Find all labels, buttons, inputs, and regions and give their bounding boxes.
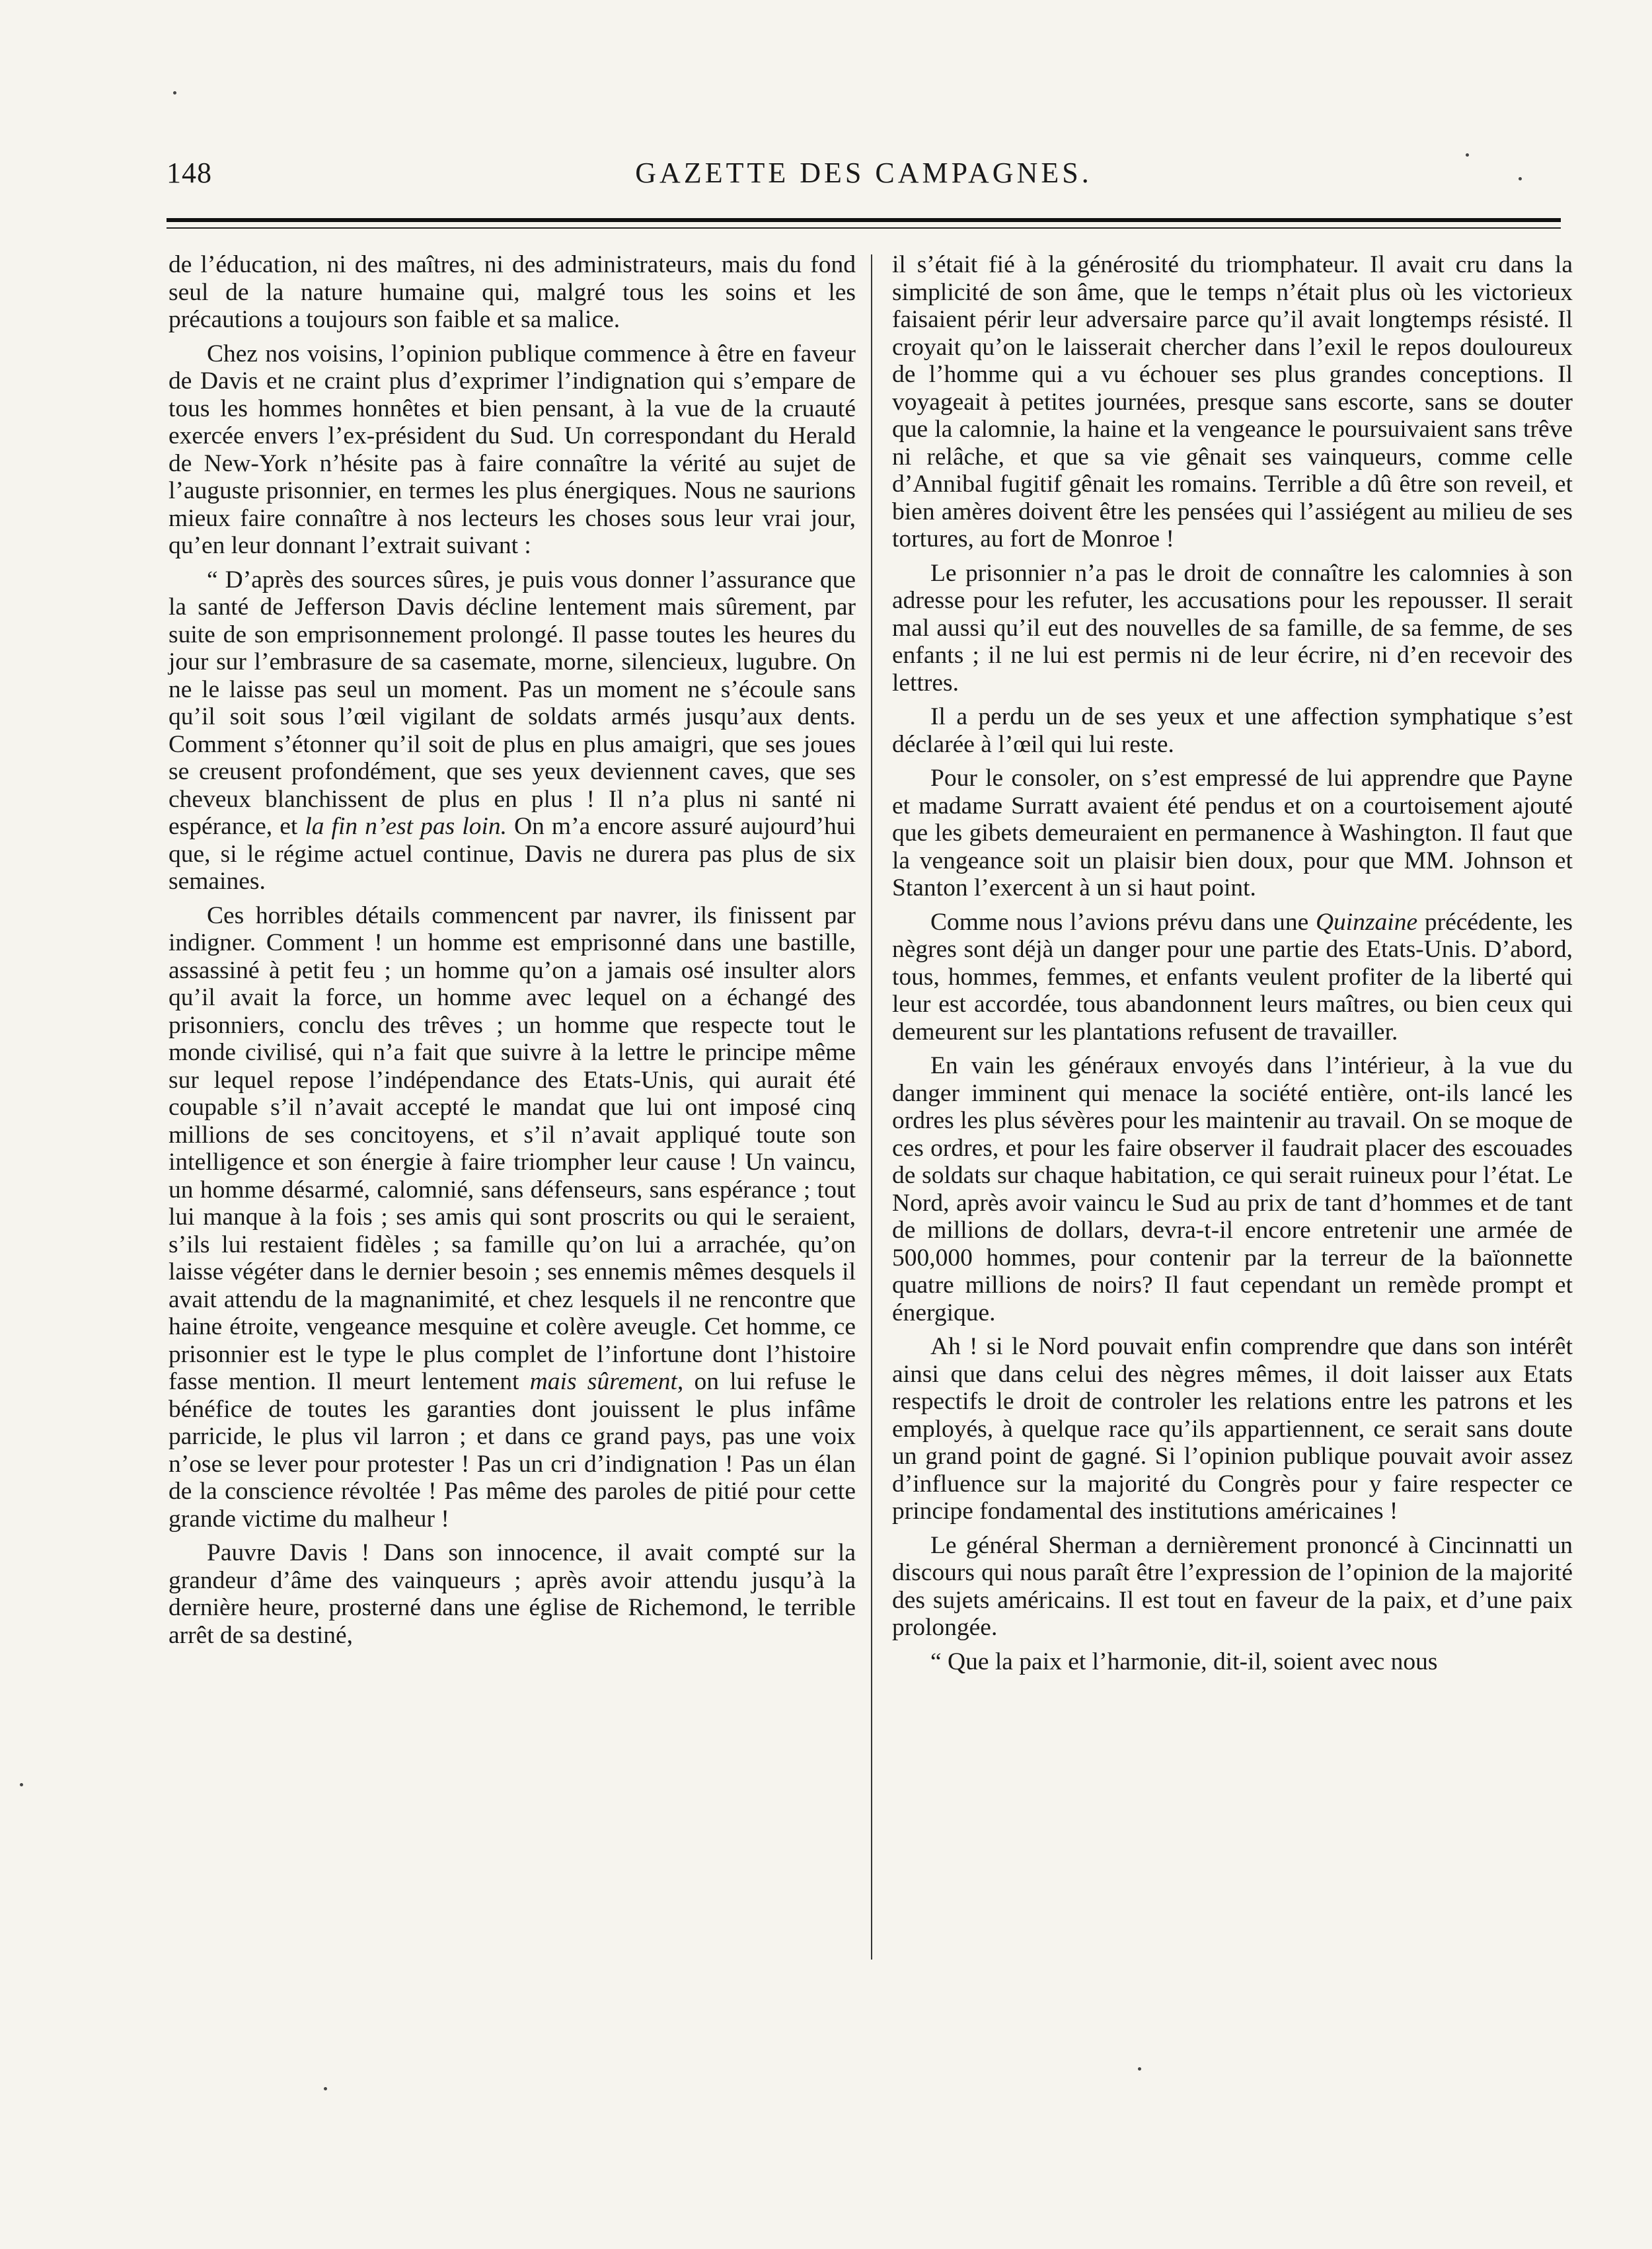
paragraph: Le prisonnier n’a pas le droit de connaître les calomnies à son adresse pour les refuter, les accusations pour les repousser. Il serait mal aussi qu’il eut des nouvelles de sa famille, de sa femme, de ses enfants ; il ne lui est permis ni de leur écrire, ni d’en recevoir des lettres. bbox=[892, 559, 1573, 697]
page-header bbox=[167, 156, 1561, 202]
paragraph: Il a perdu un de ses yeux et une affection symphatique s’est déclarée à l’œil qui lui reste. bbox=[892, 703, 1573, 758]
header-rule-thick bbox=[167, 218, 1561, 222]
text-run: “ D’après des sources sûres, je puis vous donner l’assurance que la santé de Jefferson Davis décline lentement mais sûrement, par suite de son emprisonnement prolongé. Il passe toutes les heures du jour sur l’embrasure de sa casemate, morne, silencieux, lugubre. On ne le laisse pas seul un moment. Pas un moment ne s’écoule sans qu’il soit sous l’œil vigilant de soldats armés jusqu’aux dents. Comment s’étonner qu’il soit de plus en plus amaigri, que ses joues se creusent profondément, que ses yeux deviennent caves, que ses cheveux blanchissent de plus en plus ! Il n’a plus ni santé ni espérance, et bbox=[169, 566, 856, 840]
italic-run: Quinzaine bbox=[1315, 908, 1418, 936]
text-run: on lui refuse le bénéfice de toutes les garanties dont jouissent le plus infâme parricide, le plus vil larron ; et dans ce grand pays, pas une voix n’ose se lever pour protester ! Pas un cri d’indignation ! Pas un élan de la conscience révoltée ! Pas même des paroles de pitié pour cette grande victime du malheur ! bbox=[169, 1368, 856, 1533]
left-column bbox=[169, 251, 856, 1656]
print-speck bbox=[20, 1783, 23, 1786]
paragraph: Chez nos voisins, l’opinion publique commence à être en faveur de Davis et ne craint plus d’exprimer l’indignation qui s’empare de tous les hommes honnêtes et bien pensant, à la vue de la cruauté exercée envers l’ex-président du Sud. Un correspondant du Herald de New-York n’hésite pas à faire connaître la vérité au sujet de l’auguste prisonnier, en termes les plus énergiques. Nous ne saurions mieux faire connaître à nos lecteurs les choses sous leur vrai jour, qu’en leur donnant l’extrait suivant : bbox=[169, 340, 856, 559]
paragraph: “ Que la paix et l’harmonie, dit-il, soient avec nous bbox=[930, 1648, 1438, 1675]
paragraph: Le général Sherman a dernièrement prononcé à Cincinnatti un discours qui nous paraît être l’expression de l’opinion de la majorité des sujets américains. Il est tout en faveur de la paix, et d’une paix prolongée. bbox=[892, 1531, 1573, 1641]
print-speck bbox=[324, 2087, 327, 2090]
paragraph: Pour le consoler, on s’est empressé de lui apprendre que Payne et madame Surratt avaient été pendus et on a courtoisement ajouté que les gibets demeuraient en permanence à Washington. Il faut que la vengeance soit un plaisir bien doux, pour que MM. Johnson et Stanton l’exercent à un si haut point. bbox=[892, 765, 1573, 901]
paragraph: de l’éducation, ni des maîtres, ni des administrateurs, mais du fond seul de la nature humaine qui, malgré tous les soins et les précautions a toujours son faible et sa malice. bbox=[169, 251, 856, 333]
paragraph bbox=[892, 909, 1573, 1046]
page-number: 148 bbox=[167, 157, 212, 189]
header-rule-thin bbox=[167, 227, 1561, 229]
print-speck bbox=[1138, 2067, 1141, 2071]
paragraph bbox=[169, 902, 856, 1533]
text-run: Ces horribles détails commencent par navrer, ils finissent par indigner. Comment ! un homme est emprisonné dans une bastille, assassiné à petit feu ; un homme qu’on a jamais osé insulter alors qu’il avait la force, un homme avec lequel on a échangé des prisonniers, conclu des trêves ; un homme que respecte tout le monde civilisé, qui n’a fait que suivre à la lettre le principe même sur lequel repose l’indépendance des Etats-Unis, qui aurait été coupable s’il n’avait accepté le mandat que lui ont imposé cinq millions de ses concitoyens, et s’il n’avait appliqué toute son intelligence et son énergie à faire triompher leur cause ! Un vaincu, un homme désarmé, calomnié, sans défenseurs, sans espérance ; tout lui manque à la fois ; ses amis qui sont proscrits ou qui le seraient, s’ils lui restaient fidèles ; sa famille qu’on lui a arrachée, qu’on laisse végéter dans le dernier besoin ; ses ennemis mêmes desquels il avait attendu de la magnanimité, et chez lesquels il ne rencontre que haine étroite, vengeance mesquine et colère aveugle. Cet homme, ce prisonnier est le type le plus complet de l’infortune dont l’histoire fasse mention. Il meurt lentement bbox=[169, 901, 856, 1395]
text-run: Comme nous l’avions prévu dans une bbox=[930, 908, 1316, 936]
print-speck bbox=[1519, 177, 1522, 180]
text-run: précédente, les nègres sont déjà un danger pour une partie des Etats-Unis. D’abord, tous, hommes, femmes, et enfants veulent profiter de la liberté qui leur est accordée, tous abandonnent leurs maîtres, ou bien ceux qui demeurent sur les plantations refusent de travailler. bbox=[892, 908, 1573, 1046]
paragraph: Pauvre Davis ! Dans son innocence, il avait compté sur la grandeur d’âme des vainqueurs ; après avoir attendu jusqu’à la dernière heure, prosterné dans une église de Richemond, le terrible arrêt de sa destiné, bbox=[169, 1539, 856, 1649]
quoted-paragraph bbox=[169, 566, 856, 896]
italic-run: la fin n’est pas loin. bbox=[305, 813, 507, 840]
print-speck bbox=[173, 91, 176, 95]
paragraph: il s’était fié à la générosité du triomphateur. Il avait cru dans la simplicité de son âme, que le temps n’était plus où les victorieux faisaient périr leur adversaire parce qu’il avait longtemps résisté. Il croyait qu’on le laisserait chercher dans l’exil le repos douloureux de l’homme qui a vu échouer ses plus grandes conceptions. Il voyageait à petites journées, presque sans escorte, sans se douter que la calomnie, la haine et la vengeance le poursuivaient sans trêve ni relâche, et que sa vie gênait ses vainqueurs, comme celle d’Annibal fugitif gênait les romains. Terrible a dû être son reveil, et bien amères doivent être les pensées qui l’assiégent au milieu de ses tortures, au fort de Monroe ! bbox=[892, 251, 1573, 553]
running-title: GAZETTE DES CAMPAGNES. bbox=[635, 157, 1092, 189]
paragraph: Ah ! si le Nord pouvait enfin comprendre que dans son intérêt ainsi que dans celui des nègres mêmes, il doit laisser aux Etats respectifs le droit de controler les relations entre les patrons et les employés, à quelque race qu’ils appartiennent, ce serait sans doute un grand point de gagné. Si l’opinion publique pouvait avoir assez d’influence sur la majorité du Congrès pour y faire respecter ce principe fondamental des institutions américaines ! bbox=[892, 1333, 1573, 1525]
text-run: On m’a encore assuré aujourd’hui que, si le régime actuel continue, Davis ne durera pas plus de six semaines. bbox=[169, 813, 856, 895]
paragraph: En vain les généraux envoyés dans l’intérieur, à la vue du danger imminent qui menace la société entière, ont-ils lancé les ordres les plus sévères pour les maintenir au travail. On se moque de ces ordres, et pour les faire observer il faudrait placer des escouades de soldats sur chaque habitation, ce qui serait ruineux pour l’état. Le Nord, après avoir vaincu le Sud au prix de tant d’hommes et de tant de millions de dollars, devra-t-il encore entretenir une armée de 500,000 hommes, pour contenir par la terreur de la baïonnette quatre millions de noirs? Il faut cependant un remède prompt et énergique. bbox=[892, 1052, 1573, 1326]
right-column bbox=[892, 251, 1573, 1682]
print-speck bbox=[1466, 153, 1469, 157]
italic-run: mais sûrement, bbox=[529, 1368, 684, 1395]
column-divider bbox=[871, 254, 872, 1960]
